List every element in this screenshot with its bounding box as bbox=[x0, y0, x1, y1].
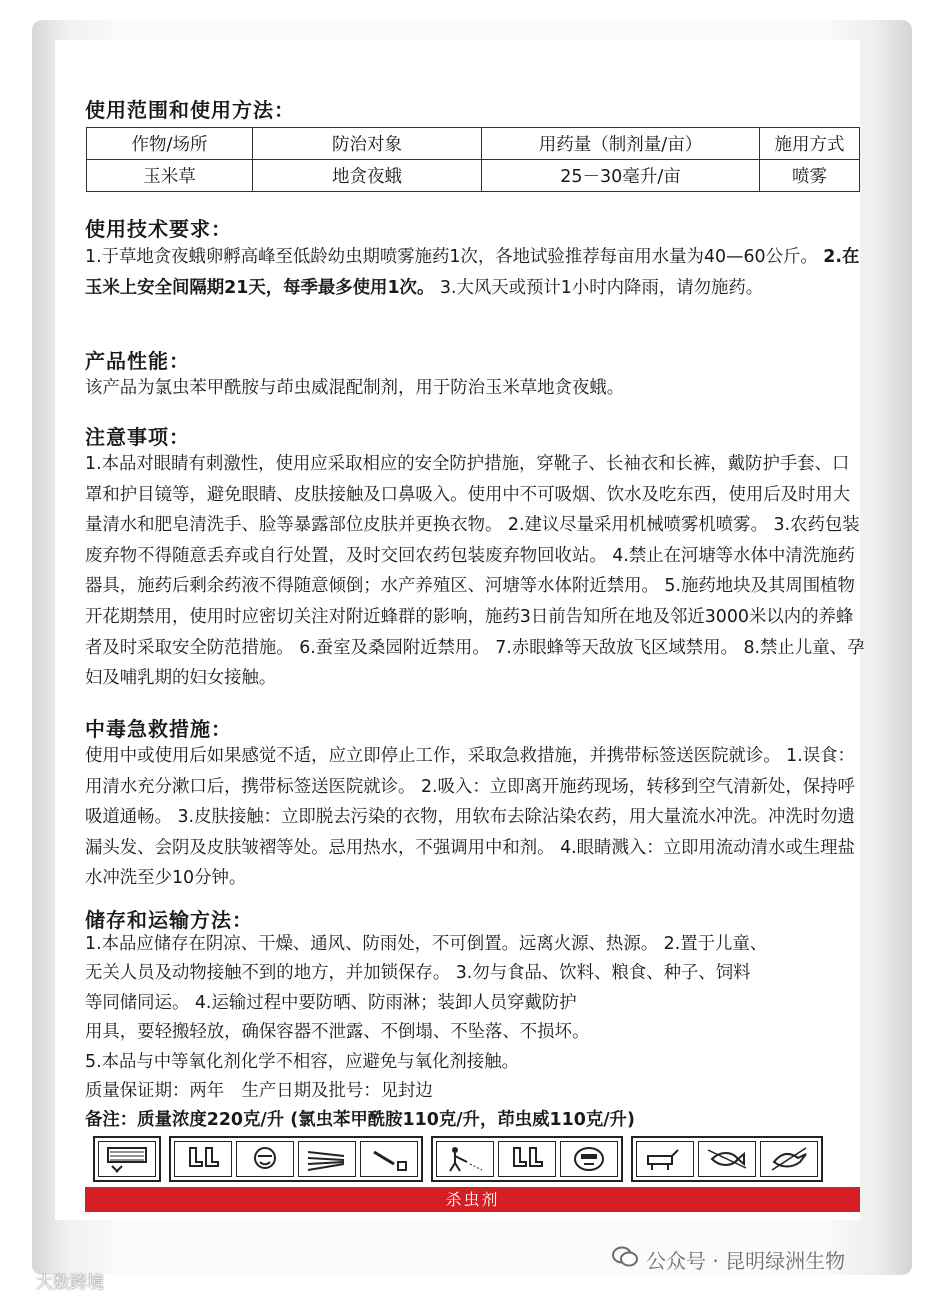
note-line: 备注：质量浓度220克/升 (氯虫苯甲酰胺110克/升，茚虫威110克/升) bbox=[85, 1110, 635, 1131]
product-type-band: 杀虫剂 bbox=[85, 1187, 860, 1212]
quality-line: 质量保证期：两年 生产日期及批号：见封边 bbox=[85, 1081, 433, 1102]
usage-table bbox=[86, 127, 860, 192]
table-header-cell: 防治对象 bbox=[253, 128, 482, 160]
gloves-icon bbox=[298, 1141, 356, 1177]
pictogram-group-application bbox=[431, 1136, 623, 1182]
table-row bbox=[87, 160, 860, 192]
storage-line: 用具，要轻搬轻放，确保容器不泄露、不倒塌、不坠落、不损坏。 bbox=[85, 1022, 590, 1043]
bird-warning-icon bbox=[760, 1141, 818, 1177]
storage-locked-icon bbox=[98, 1141, 156, 1177]
fish-warning-icon bbox=[698, 1141, 756, 1177]
table-cell: 玉米草 bbox=[87, 160, 253, 192]
pictogram-group-warning bbox=[631, 1136, 823, 1182]
watermark-text: 公众号 · 昆明绿洲生物 bbox=[646, 1249, 846, 1273]
storage-line: 1.本品应储存在阴凉、干燥、通风、防雨处，不可倒置。远离火源、热源。 2.置于儿童、 bbox=[85, 934, 768, 954]
tech-item-2: 2.在玉米上安全间隔期21天，每季最多使用1次。 bbox=[85, 247, 860, 298]
pictogram-row bbox=[93, 1136, 859, 1182]
storage-line: 等同储同运。 4.运输过程中要防晒、防雨淋；装卸人员穿戴防护 bbox=[85, 992, 577, 1013]
storage-text bbox=[85, 930, 865, 1136]
storage-title: 储存和运输方法： bbox=[85, 908, 253, 932]
storage-line: 无关人员及动物接触不到的地方，并加锁保存。 3.勿与食品、饮料、粮食、种子、饲料 bbox=[85, 963, 751, 984]
caution-title: 注意事项： bbox=[85, 425, 190, 449]
table-header-row bbox=[87, 128, 860, 160]
boots-icon bbox=[174, 1141, 232, 1177]
mask-icon bbox=[560, 1141, 618, 1177]
pictogram-group-storage bbox=[93, 1136, 161, 1182]
table-header-cell: 作物/场所 bbox=[87, 128, 253, 160]
wechat-icon bbox=[612, 1246, 638, 1273]
spraying-person-icon bbox=[436, 1141, 494, 1177]
chat-bubble-icon bbox=[8, 1269, 30, 1292]
table-cell: 25－30毫升/亩 bbox=[482, 160, 760, 192]
aid-text: 使用中或使用后如果感觉不适，应立即停止工作，采取急救措施，并携带标签送医院就诊。 1.误食：用清水充分漱口后，携带标签送医院就诊。 2.吸入：立即离开施药现场，转移到空气清新处，保持呼吸道通畅。 3.皮肤接触：立即脱去污染的衣物，用软布去除沾染农药，用大量流水冲洗。冲洗时勿遗漏头发、会阴及皮肤皱褶等处。忌用热水，不强调用中和剂。 4.眼睛溅入：立即用流动清水或生理盐水冲洗至少10分钟。 bbox=[85, 746, 855, 889]
storage-line: 5.本品与中等氧化剂化学不相容，应避免与氧化剂接触。 bbox=[85, 1051, 519, 1072]
wash-icon bbox=[236, 1141, 294, 1177]
tech-title: 使用技术要求： bbox=[85, 217, 232, 241]
corner-watermark-text: 大数跨境 bbox=[36, 1273, 104, 1293]
corner-watermark bbox=[8, 1268, 104, 1293]
watermark bbox=[612, 1245, 845, 1274]
table-header-cell: 施用方式 bbox=[760, 128, 860, 160]
spray-bottle-icon bbox=[360, 1141, 418, 1177]
table-cell: 地贪夜蛾 bbox=[253, 160, 482, 192]
table-cell: 喷雾 bbox=[760, 160, 860, 192]
pictogram-group-mixing bbox=[169, 1136, 423, 1182]
perf-title: 产品性能： bbox=[85, 349, 190, 373]
table-header-cell: 用药量（制剂量/亩） bbox=[482, 128, 760, 160]
perf-text: 该产品为氯虫苯甲酰胺与茚虫威混配制剂，用于防治玉米草地贪夜蛾。 bbox=[85, 378, 625, 398]
aid-title: 中毒急救措施： bbox=[85, 717, 232, 741]
usage-title: 使用范围和使用方法： bbox=[85, 98, 295, 122]
livestock-warning-icon bbox=[636, 1141, 694, 1177]
tech-text bbox=[85, 242, 865, 303]
tech-item-1: 1.于草地贪夜蛾卵孵高峰至低龄幼虫期喷雾施药1次，各地试验推荐每亩用水量为40—60公斤。 bbox=[85, 247, 818, 267]
boots-icon bbox=[498, 1141, 556, 1177]
tech-item-3: 3.大风天或预计1小时内降雨，请勿施药。 bbox=[439, 277, 764, 298]
caution-text: 1.本品对眼睛有刺激性，使用应采取相应的安全防护措施，穿靴子、长袖衣和长裤，戴防护手套、口罩和护目镜等，避免眼睛、皮肤接触及口鼻吸入。使用中不可吸烟、饮水及吃东西，使用后及时用大量清水和肥皂清洗手、脸等暴露部位皮肤并更换衣物。 2.建议尽量采用机械喷雾机喷雾。 3.农药包装废弃物不得随意丢弃或自行处置，及时交回农药包装废弃物回收站。 4.禁止在河塘等水体中清洗施药器具，施药后剩余药液不得随意倾倒；水产养殖区、河塘等水体附近禁用。 5.施药地块及其周围植物开花期禁用，使用时应密切关注对附近蜂群的影响，施药3日前告知所在地及邻近3000米以内的养蜂者及时采取安全防范措施。 6.蚕室及桑园附近禁用。 7.赤眼蜂等天敌放飞区域禁用。 8.禁止儿童、孕妇及哺乳期的妇女接触。 bbox=[85, 454, 865, 689]
